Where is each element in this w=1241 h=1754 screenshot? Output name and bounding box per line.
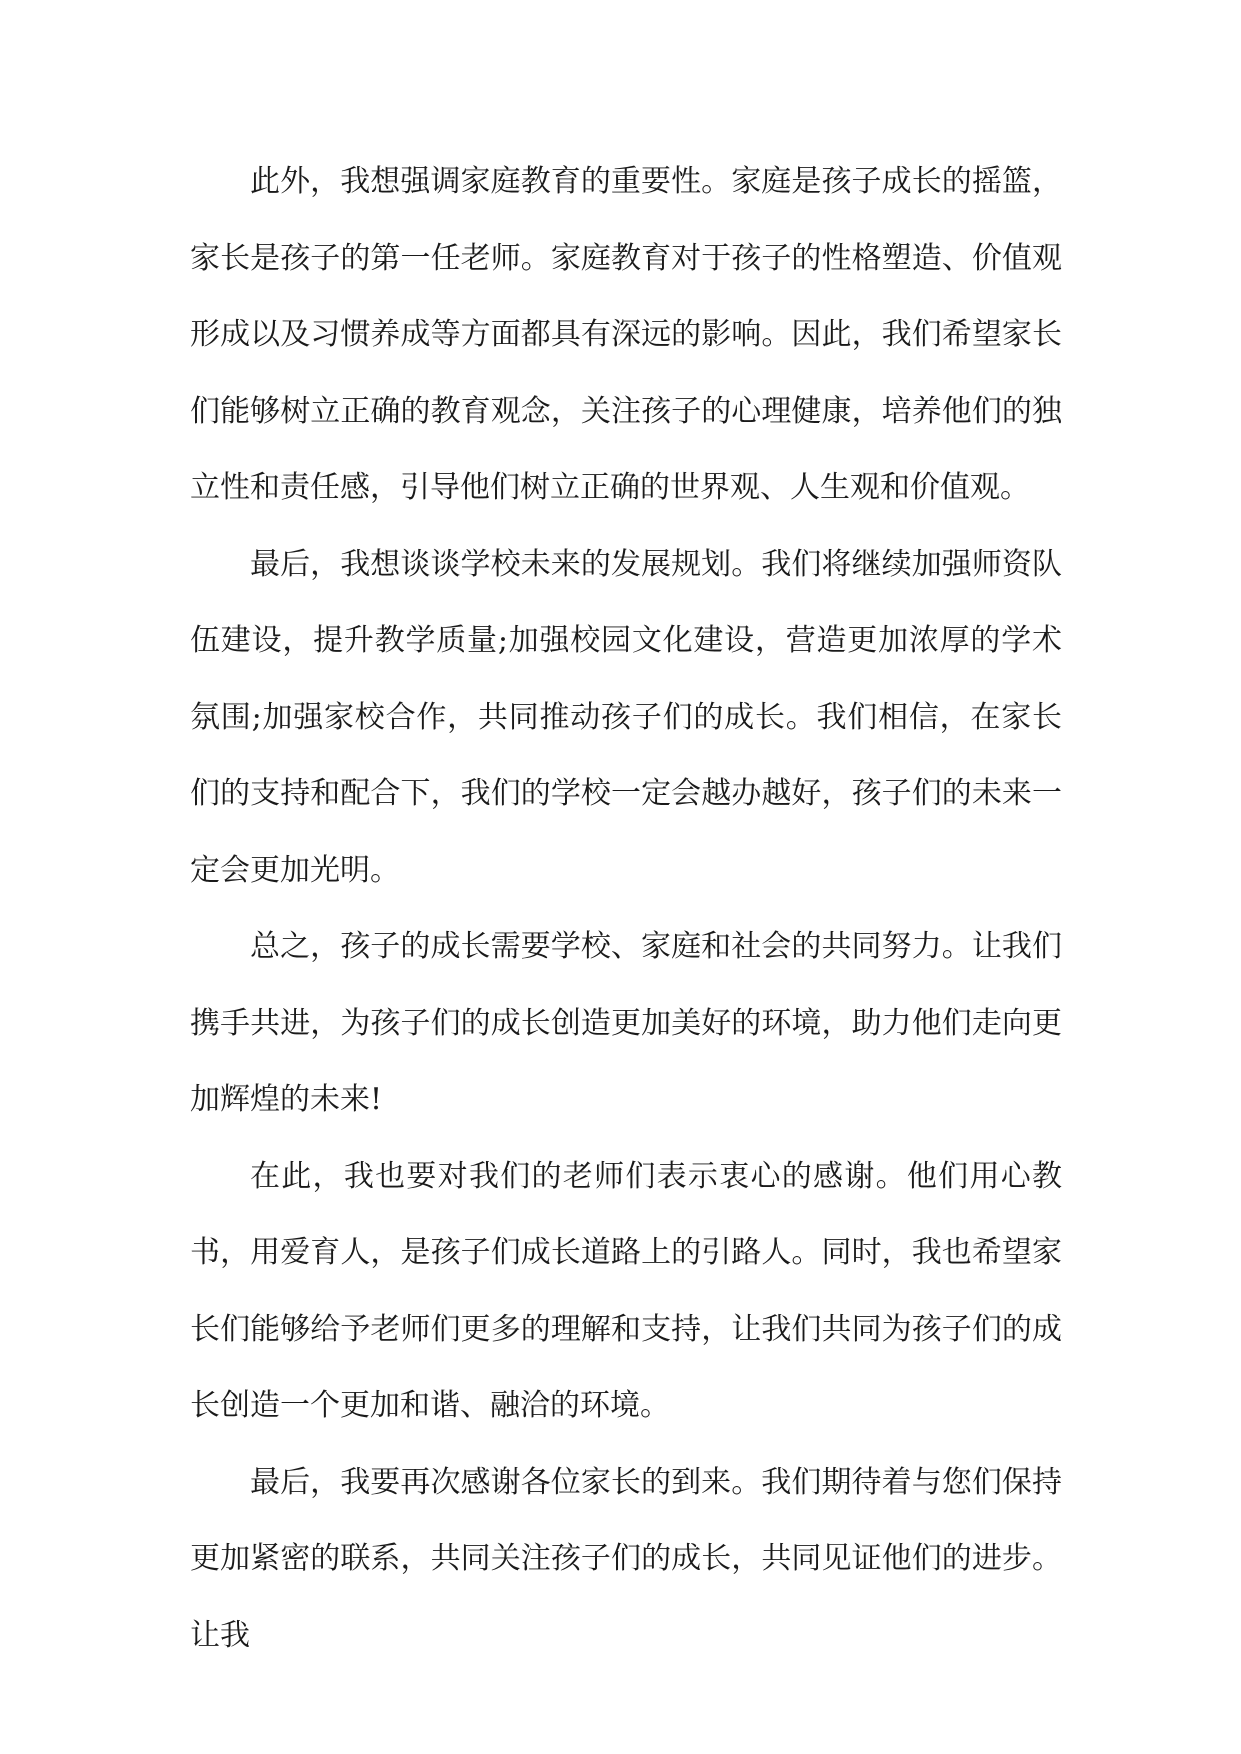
document-body: [190, 144, 1062, 1674]
paragraph-family-education: 此外，我想强调家庭教育的重要性。家庭是孩子成长的摇篮，家长是孩子的第一任老师。家庭教育对于孩子的性格塑造、价值观形成以及习惯养成等方面都具有深远的影响。因此，我们希望家长们能够树立正确的教育观念，关注孩子的心理健康，培养他们的独立性和责任感，引导他们树立正确的世界观、人生观和价值观。: [190, 164, 1062, 505]
paragraph-thanks-teachers: 在此，我也要对我们的老师们表示衷心的感谢。他们用心教书，用爱育人，是孩子们成长道路上的引路人。同时，我也希望家长们能够给予老师们更多的理解和支持，让我们共同为孩子们的成长创造一个更加和谐、融洽的环境。: [190, 1158, 1062, 1423]
paragraph-joint-effort: 总之，孩子的成长需要学校、家庭和社会的共同努力。让我们携手共进，为孩子们的成长创造更加美好的环境，助力他们走向更加辉煌的未来!: [190, 929, 1062, 1117]
paragraph-school-plan: 最后，我想谈谈学校未来的发展规划。我们将继续加强师资队伍建设，提升教学质量;加强校园文化建设，营造更加浓厚的学术氛围;加强家校合作，共同推动孩子们的成长。我们相信，在家长们的支持和配合下，我们的学校一定会越办越好，孩子们的未来一定会更加光明。: [190, 546, 1062, 888]
paragraph-thanks-parents: 最后，我要再次感谢各位家长的到来。我们期待着与您们保持更加紧密的联系，共同关注孩子们的成长，共同见证他们的进步。让我: [190, 1464, 1062, 1653]
